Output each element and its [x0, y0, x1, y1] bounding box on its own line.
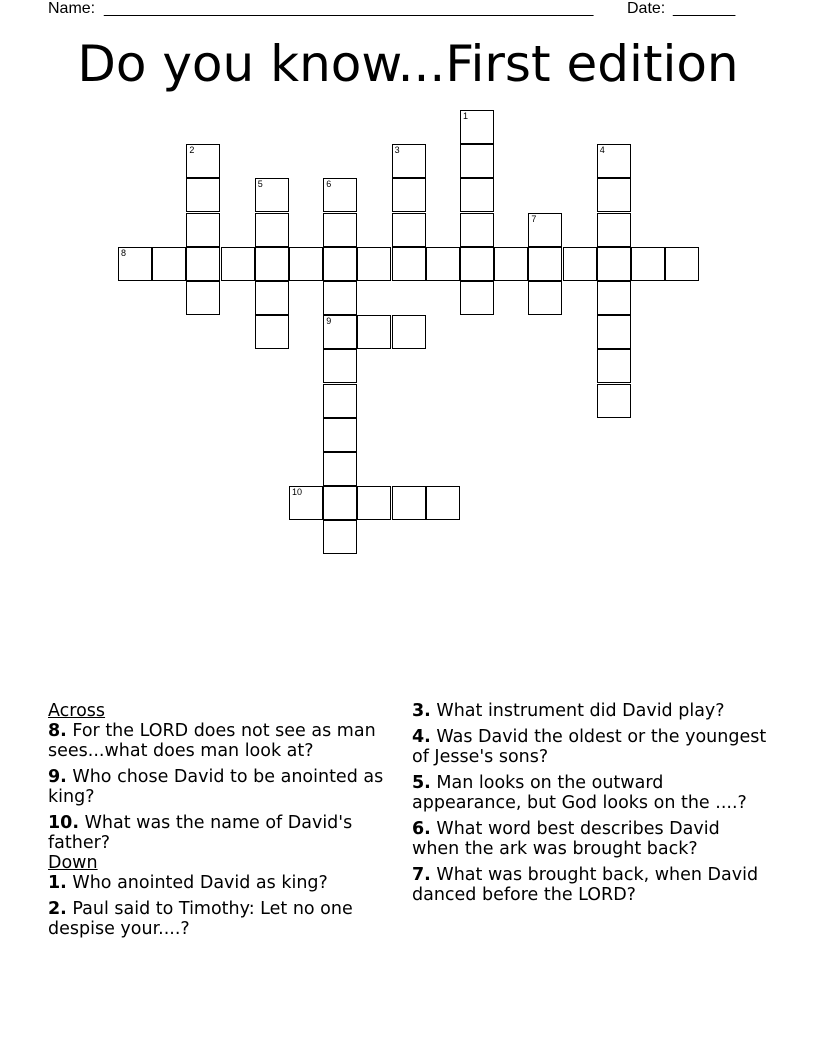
clue-number: 10.	[48, 813, 80, 833]
clue-text: What instrument did David play?	[436, 701, 725, 721]
cell-number: 4	[599, 145, 605, 156]
grid-cell[interactable]	[597, 144, 631, 178]
grid-cell[interactable]	[357, 247, 391, 281]
grid-cell[interactable]	[255, 281, 289, 315]
grid-cell[interactable]	[460, 247, 494, 281]
grid-cell[interactable]	[426, 247, 460, 281]
cell-number: 9	[326, 316, 332, 327]
grid-cell[interactable]	[186, 144, 220, 178]
grid-cell[interactable]	[255, 213, 289, 247]
cell-number: 1	[463, 111, 469, 121]
clue-across-10	[48, 813, 393, 853]
clue-number: 1.	[48, 873, 67, 893]
clue-across-8	[48, 721, 393, 761]
clue-text: What was brought back, when David danced before the LORD?	[412, 865, 759, 905]
grid-cell[interactable]	[357, 486, 391, 520]
grid-cell[interactable]	[289, 247, 323, 281]
grid-cell[interactable]	[597, 247, 631, 281]
cell-number: 5	[257, 179, 263, 190]
grid-cell[interactable]	[392, 144, 426, 178]
clue-down-2	[48, 899, 393, 939]
cell-number: 2	[189, 145, 195, 156]
grid-cell[interactable]	[528, 281, 562, 315]
grid-cell[interactable]	[665, 247, 699, 281]
grid-cell[interactable]	[392, 178, 426, 212]
cell-number: 10	[292, 487, 303, 498]
clue-number: 4.	[412, 727, 431, 747]
grid-cell[interactable]	[392, 315, 426, 349]
grid-cell[interactable]	[528, 247, 562, 281]
cell-number: 8	[121, 247, 127, 258]
grid-cell[interactable]	[323, 213, 357, 247]
grid-cell[interactable]	[460, 281, 494, 315]
grid-cell[interactable]	[118, 247, 152, 281]
clue-down-1	[48, 873, 393, 893]
grid-cell[interactable]	[631, 247, 665, 281]
grid-cell[interactable]	[426, 486, 460, 520]
grid-cell[interactable]	[597, 384, 631, 418]
clue-down-7	[412, 865, 772, 905]
grid-cell[interactable]	[323, 247, 357, 281]
grid-cell[interactable]	[392, 213, 426, 247]
date-label: Date:	[627, 0, 666, 17]
clue-number: 6.	[412, 819, 431, 839]
clue-number: 7.	[412, 865, 431, 885]
grid-cell[interactable]	[152, 247, 186, 281]
clue-text: For the LORD does not see as man sees...what does man look at?	[48, 721, 376, 761]
grid-cell[interactable]	[323, 418, 357, 452]
clues-right-column	[412, 701, 772, 911]
clue-number: 8.	[48, 721, 67, 741]
grid-cell[interactable]	[289, 486, 323, 520]
grid-cell[interactable]	[323, 452, 357, 486]
cell-number: 3	[394, 145, 400, 156]
clue-down-3	[412, 701, 772, 721]
grid-cell[interactable]	[186, 247, 220, 281]
grid-cell[interactable]	[186, 281, 220, 315]
grid-cell[interactable]	[323, 281, 357, 315]
grid-cell[interactable]	[597, 213, 631, 247]
grid-cell[interactable]	[221, 247, 255, 281]
grid-cell[interactable]	[460, 144, 494, 178]
grid-cell[interactable]	[494, 247, 528, 281]
grid-cell[interactable]	[528, 213, 562, 247]
clues-left-column	[48, 701, 393, 945]
grid-cell[interactable]	[255, 315, 289, 349]
down-heading: Down	[48, 853, 98, 873]
grid-cell[interactable]	[186, 213, 220, 247]
name-label: Name:	[48, 0, 96, 17]
grid-cell[interactable]	[323, 520, 357, 554]
page-title: Do you know...First edition	[77, 35, 739, 93]
cell-number: 6	[326, 179, 332, 190]
grid-cell[interactable]	[563, 247, 597, 281]
grid-cell[interactable]	[255, 178, 289, 212]
clue-down-5	[412, 773, 772, 813]
grid-cell[interactable]	[357, 315, 391, 349]
across-heading: Across	[48, 701, 106, 721]
clue-text: Paul said to Timothy: Let no one despise your....?	[48, 899, 353, 939]
grid-cell[interactable]	[323, 315, 357, 349]
date-field[interactable]: _______	[673, 0, 736, 17]
name-field[interactable]: _______________________________________________________	[104, 0, 594, 17]
grid-cell[interactable]	[392, 486, 426, 520]
clue-down-4	[412, 727, 772, 767]
clue-text: Was David the oldest or the youngest of Jesse's sons?	[412, 727, 767, 767]
clue-number: 3.	[412, 701, 431, 721]
grid-cell[interactable]	[323, 384, 357, 418]
grid-cell[interactable]	[597, 281, 631, 315]
grid-cell[interactable]	[597, 178, 631, 212]
grid-cell[interactable]	[597, 349, 631, 383]
grid-cell[interactable]	[323, 178, 357, 212]
clue-text: What was the name of David's father?	[48, 813, 353, 853]
clue-across-9	[48, 767, 393, 807]
grid-cell[interactable]	[255, 247, 289, 281]
grid-cell[interactable]	[323, 349, 357, 383]
clue-text: What word best describes David when the ark was brought back?	[412, 819, 720, 859]
cell-number: 7	[531, 213, 537, 224]
grid-cell[interactable]	[460, 110, 494, 144]
grid-cell[interactable]	[460, 213, 494, 247]
grid-cell[interactable]	[186, 178, 220, 212]
grid-cell[interactable]	[323, 486, 357, 520]
clue-number: 5.	[412, 773, 431, 793]
grid-cell[interactable]	[392, 247, 426, 281]
grid-cell[interactable]	[460, 178, 494, 212]
clue-text: Man looks on the outward appearance, but God looks on the ....?	[412, 773, 747, 813]
clue-number: 2.	[48, 899, 67, 919]
clue-text: Who chose David to be anointed as king?	[48, 767, 384, 807]
clue-number: 9.	[48, 767, 67, 787]
clue-down-6	[412, 819, 772, 859]
grid-cell[interactable]	[597, 315, 631, 349]
clue-text: Who anointed David as king?	[72, 873, 328, 893]
